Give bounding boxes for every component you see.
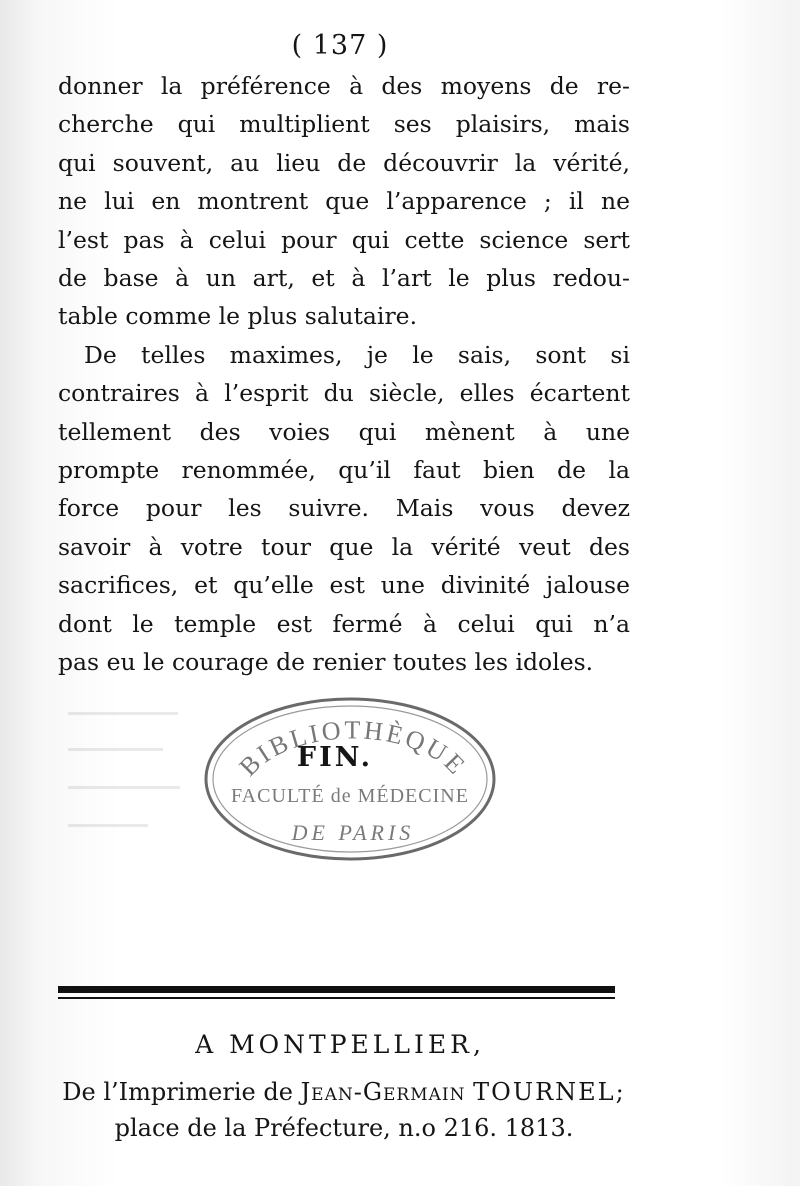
page-number: ( 137 ): [291, 30, 389, 61]
rule-thick: [58, 986, 615, 993]
library-stamp: [203, 694, 498, 864]
text-line-10: tellement des voies qui mènent à une: [58, 417, 630, 446]
text-line-1: donner la préférence à des moyens de re-: [58, 72, 630, 100]
body-text: [58, 67, 630, 682]
show-through-marks: [60, 700, 190, 850]
imprint-address: place de la Préfecture, n.o 216. 1813.: [114, 1114, 574, 1142]
text-line-14: sacrifices, et qu’elle est une divinité jalouse: [58, 571, 630, 600]
imprint-printer-prefix: De l’Imprimerie de: [62, 1078, 301, 1106]
imprint-city: A MONTPELLIER,: [195, 1030, 485, 1059]
stamp-line-3: DE PARIS: [291, 820, 415, 845]
imprint-printer-surname: TOURNEL;: [473, 1078, 626, 1106]
text-line-16: pas eu le courage de renier toutes les idoles.: [58, 648, 594, 677]
text-line-7: table comme le plus salutaire.: [58, 302, 418, 331]
text-line-6: de base à un art, et à l’art le plus redou-: [58, 264, 630, 293]
stamp-oval: [203, 694, 498, 864]
text-line-8: De telles maximes, je le sais, sont si: [84, 340, 630, 369]
fin-heading: FIN.: [296, 742, 374, 773]
imprint-printer: [58, 1078, 630, 1106]
text-line-4: ne lui en montrent que l’apparence ; il ne: [58, 187, 630, 216]
stamp-line-2: FACULTÉ de MÉDECINE: [231, 785, 469, 807]
text-line-12: force pour les suivre. Mais vous devez: [58, 494, 630, 523]
imprint-printer-name: Jean-Germain: [300, 1078, 466, 1106]
text-line-15: dont le temple est fermé à celui qui n’a: [58, 609, 630, 638]
text-line-5: l’est pas à celui pour qui cette science sert: [58, 225, 630, 254]
text-line-2: cherche qui multiplient ses plaisirs, mais: [58, 110, 630, 139]
text-line-11: prompte renommée, qu’il faut bien de la: [58, 456, 630, 485]
text-line-13: savoir à votre tour que la vérité veut des: [58, 532, 630, 561]
rule-thin: [58, 997, 615, 999]
text-line-3: qui souvent, au lieu de découvrir la vérité,: [58, 148, 630, 177]
stamp-line-1: BIBLIOTHÈQUE: [233, 715, 473, 782]
text-line-9: contraires à l’esprit du siècle, elles écartent: [58, 379, 630, 408]
